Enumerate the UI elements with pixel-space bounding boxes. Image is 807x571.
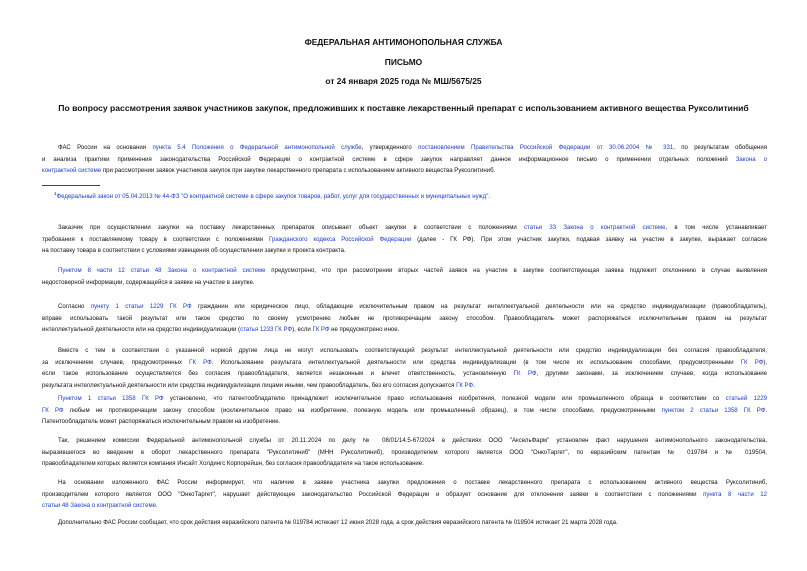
paragraph-line: Пунктом 8 части 12 статьи 48 Закона о контрактной системе предусмотрено, что при рассмотрении вторых частей заявок на участие в закупке соответствующая заявка подлежит отклонению в случае выявления — [58, 268, 767, 274]
paragraph-7 — [42, 436, 767, 471]
document-date-number: от 24 января 2025 года № МШ/5675/25 — [325, 76, 482, 86]
link-article-1358-p2[interactable]: пунктом 2 статьи 1358 ГК РФ — [661, 407, 766, 414]
paragraph-line: статьи 48 Закона о контрактной системе. — [42, 503, 158, 510]
document-type: ПИСЬМО — [384, 57, 423, 67]
link-civil-code[interactable]: ГК РФ — [456, 382, 474, 389]
link-article-1233[interactable]: статья 1233 ГК РФ — [240, 327, 293, 334]
paragraph-8 — [42, 478, 767, 513]
paragraph-line: Вместе с тем в соответствии с указанной нормой другие лица не могут использовать соответствующий результат интеллектуальной деятельности или средство индивидуализации без согласия правообладателя, — [58, 348, 767, 354]
link-civil-code[interactable]: ГК РФ — [513, 371, 537, 378]
link-contract-system-law[interactable]: Закона о — [735, 156, 767, 163]
link-article-1358[interactable]: Пунктом 1 статьи 1358 ГК РФ — [58, 396, 164, 402]
paragraph-3 — [42, 266, 767, 289]
paragraph-line: контрактной системе при рассмотрении заявок участников закупок при закупке лекарственного препарата с использованием активного вещества Руксолитиниб. — [42, 168, 496, 175]
footnote — [54, 189, 490, 202]
paragraph-line: требования к поставляемому товару в соответствии с положениями Гражданского кодекса Российской Федерации (далее - ГК РФ). При этом участник закупки, подавая заявку на участие в закупке, выражает согласие — [42, 236, 767, 243]
footnote-divider — [42, 185, 100, 186]
link-civil-code[interactable]: ГК РФ — [42, 407, 64, 414]
paragraph-line: Дополнительно ФАС России сообщает, что срок действия евразийского патента № 019784 истекает 12 июня 2028 года, а срок действия евразийского патента № 019504 истекает 21 марта 2028 года. — [58, 520, 618, 526]
paragraph-2 — [42, 223, 767, 258]
paragraph-line: Патентообладатель может распоряжаться исключительным правом на изобретение. — [42, 419, 281, 426]
link-contract-system-law-cont[interactable]: контрактной системе — [42, 168, 102, 175]
link-article-1229[interactable]: пункту 1 статьи 1229 ГК РФ — [90, 304, 192, 310]
paragraph-line: Согласно пункту 1 статьи 1229 ГК РФ гражданин или юридическое лицо, обладающие исключительным правом на результат интеллектуальной деятельности или на средство индивидуализации (правообладатель), — [58, 304, 767, 310]
link-civil-code[interactable]: ГК РФ — [740, 359, 764, 366]
link-article-48[interactable]: Пунктом 8 части 12 статьи 48 Закона о контрактной системе — [58, 268, 266, 274]
link-civil-code[interactable]: ГК РФ — [189, 359, 212, 366]
link-article-48-cont[interactable]: статьи 48 Закона о контрактной системе — [42, 503, 157, 510]
link-article-1229[interactable]: статьей 1229 — [725, 396, 767, 402]
paragraph-line: Так, решением комиссии Федеральной антимонопольной службы от 20.11.2024 по делу № 08/01/14.5-67/2024 в действиях ООО "АксельФарм" установлен факт нарушения антимонопольного законодательства, — [58, 438, 767, 444]
paragraph-4 — [42, 302, 767, 337]
paragraph-line: результата интеллектуальной деятельности или средства индивидуализации лицами иными, чем правообладатель, без его согласия допускается ГК РФ. — [42, 382, 475, 389]
paragraph-line: производителем которого является ООО "ОнкоТаргет", нарушает действующее законодательство Российской Федерации и образует основание для отклонения заявки в соответствии с положениями пункта 8 части 12 — [42, 491, 767, 498]
paragraph-line: выразившегося во введении в оборот лекарственного препарата "Руксолитиниб" (МНН Руксолитиниб), производителем которого является ООО "ОнкоТаргет", по евразийским патентам № 019784 и № 019504, — [42, 449, 767, 456]
paragraph-1 — [42, 143, 767, 178]
paragraph-9 — [42, 518, 767, 530]
paragraph-line: Заказчик при осуществлении закупки на поставку лекарственных препаратов описывает объект закупки в соответствии с положениями статьи 33 Закона о контрактной системе, в том числе устанавливает — [58, 225, 767, 231]
paragraph-line: На основании изложенного ФАС России информирует, что наличие в заявке участника закупки предложения о поставке лекарственного препарата с использованием активного вещества Руксолитиниб, — [58, 480, 767, 486]
agency-title: ФЕДЕРАЛЬНАЯ АНТИМОНОПОЛЬНАЯ СЛУЖБА — [304, 37, 503, 47]
paragraph-line: ФАС России на основании пункта 5.4 Положения о Федеральной антимонопольной службе, утвержденного постановлением Правительства Российской Федерации от 30.06.2004 № 331, по результатам обобщения — [58, 145, 767, 151]
paragraph-line: Пунктом 1 статьи 1358 ГК РФ установлено, что патентообладателю принадлежит исключительное право использования изобретения, полезной модели или промышленного образца в соответствии со статьей 1229 — [58, 396, 767, 402]
link-civil-code[interactable]: ГК РФ — [312, 327, 330, 334]
paragraph-line: если такое использование осуществляется без согласия правообладателя, является незаконным и влечет ответственность, установленную ГК РФ, другими законами, за исключением случаев, когда использование — [42, 371, 767, 378]
paragraph-line: интеллектуальной деятельности или на средство индивидуализации (статья 1233 ГК РФ), если ГК РФ не предусмотрено иное. — [42, 327, 400, 334]
link-article-33[interactable]: статьи 33 Закона о контрактной системе — [523, 225, 666, 231]
paragraph-line: правообладателем которых является компания Инсайт Холдингс Корпорейшн, без согласия правообладателя на такое использование. — [42, 461, 424, 468]
link-civil-code[interactable]: Гражданского кодекса Российской Федерации — [269, 236, 412, 243]
paragraph-5 — [42, 346, 767, 392]
paragraph-line: вправе использовать такой результат или такое средство по своему усмотрению любым не противоречащим закону способом. Правообладатель может распоряжаться исключительным правом на результат — [42, 315, 767, 322]
link-footnote-law[interactable]: Федеральный закон от 05.04.2013 № 44-ФЗ "О контрактной системе в сфере закупок товаров, работ, услуг для государственных и муниципальных нужд". — [56, 194, 491, 201]
link-government-decree[interactable]: постановлением Правительства Российской Федерации от 30.06.2004 № 331 — [418, 145, 674, 151]
paragraph-line: ГК РФ любым не противоречащим закону способом (исключительное право на изобретение, полезную модель или промышленный образец), в том числе способами, предусмотренными пунктом 2 статьи 1358 ГК РФ. — [42, 407, 767, 414]
link-article-48[interactable]: пункта 8 части 12 — [703, 491, 767, 498]
paragraph-line: за исключением случаев, предусмотренных ГК РФ. Использование результата интеллектуальной деятельности или средства индивидуализации (в том числе их использование способами, предусмотренными ГК РФ), — [42, 359, 767, 366]
link-fas-regulation[interactable]: пункта 5.4 Положения о Федеральной антимонопольной службе — [152, 145, 362, 151]
paragraph-line: на поставку товара в соответствии с условиями извещения об осуществлении закупки и проекта контракта. — [42, 248, 346, 255]
paragraph-6 — [42, 394, 767, 429]
paragraph-line: недостоверной информации, содержащейся в заявке на участие в закупке. — [42, 279, 255, 286]
footnote-marker: 1 — [54, 191, 57, 196]
paragraph-line: и анализа практики применения законодательства Российской Федерации о контрактной системе в сфере закупок направляет данное информационное письмо о применении отдельных положений Закона о — [42, 156, 767, 163]
document-subject: По вопросу рассмотрения заявок участников закупок, предложивших к поставке лекарственный препарат с использованием активного вещества Руксолитиниб — [58, 103, 749, 113]
